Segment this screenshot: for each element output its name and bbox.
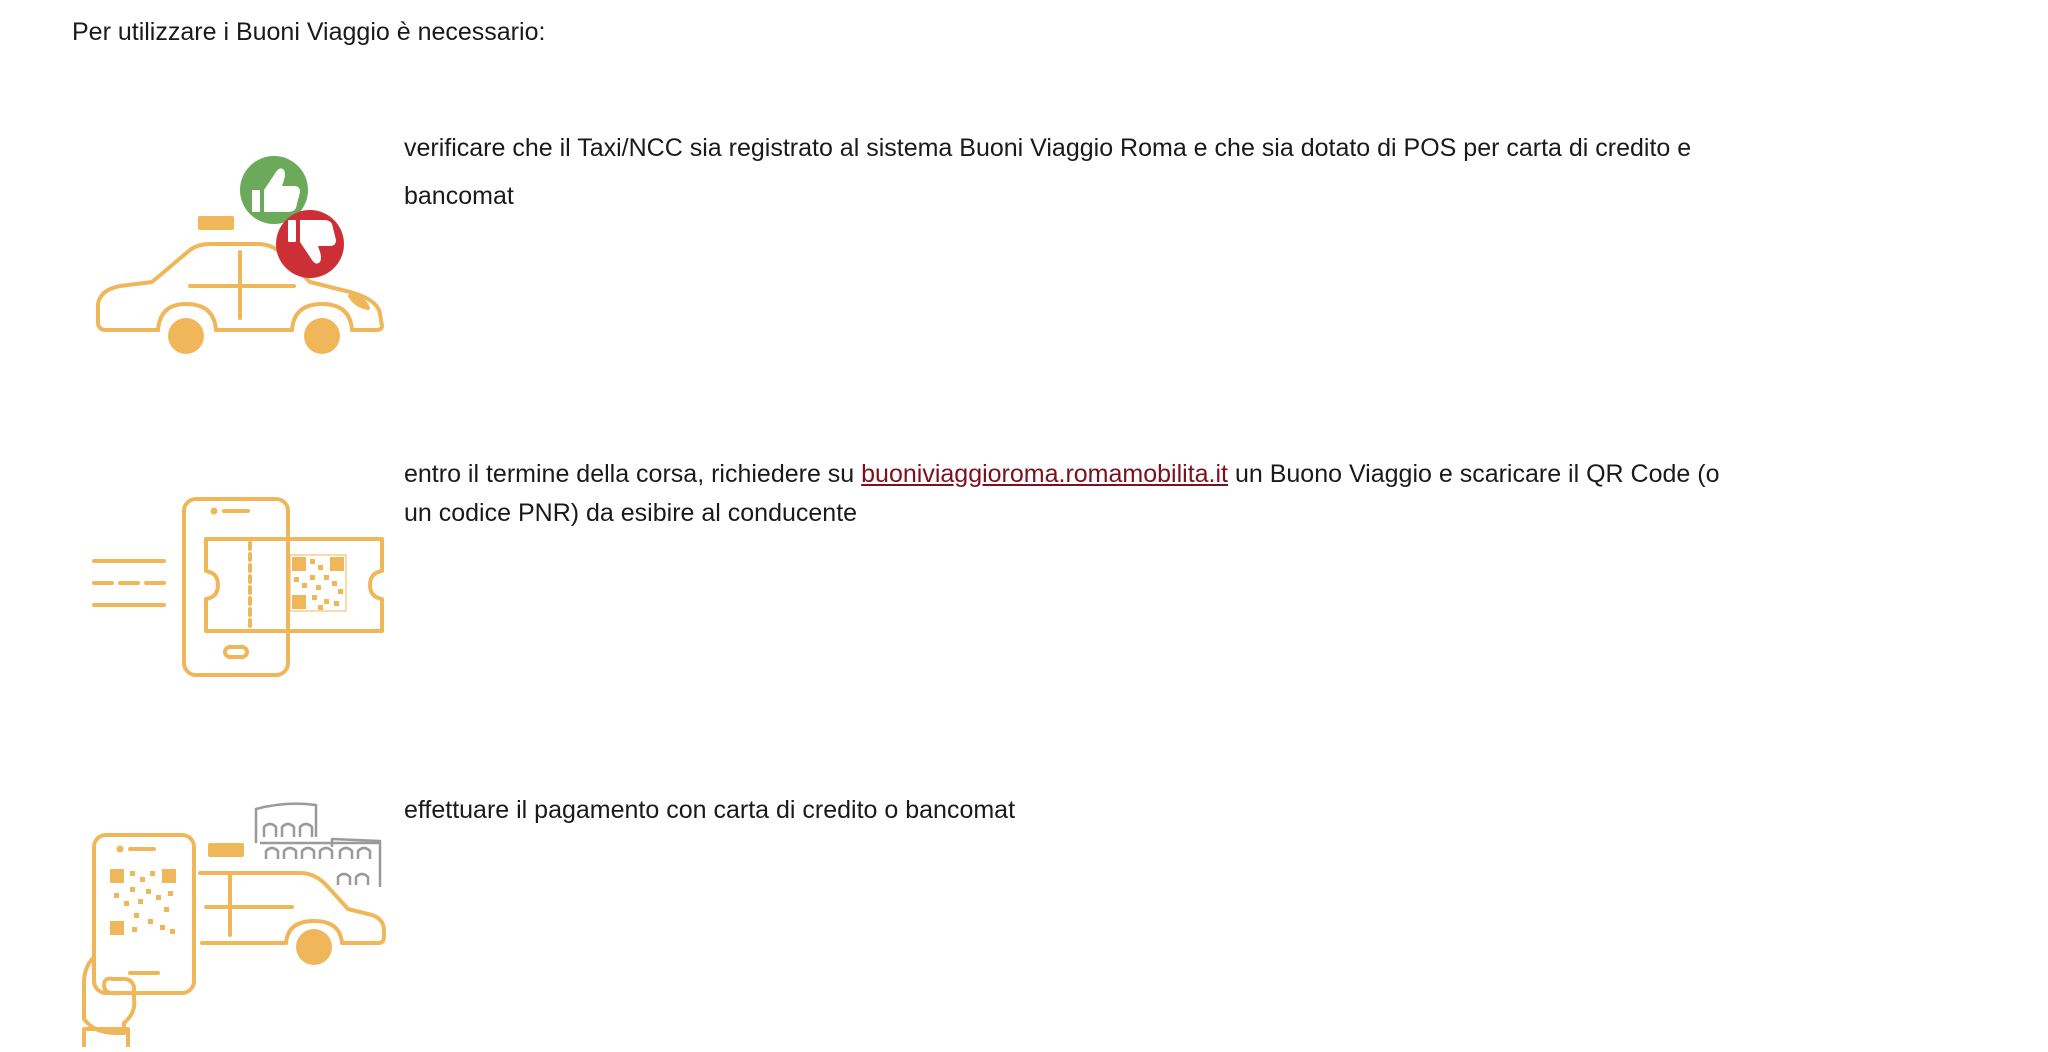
step-request-text-after: un Buono Viaggio e scaricare il QR Code (o un codice PNR) da esibire al conducente	[404, 460, 1720, 527]
phone-qr-ticket-icon	[80, 495, 400, 690]
taxi-thumbs-icon	[80, 154, 400, 389]
step-verify-text: verificare che il Taxi/NCC sia registrato al sistema Buoni Viaggio Roma e che sia dotato di POS per carta di credito e bancomat	[404, 134, 1692, 210]
intro-text: Per utilizzare i Buoni Viaggio è necessario:	[72, 18, 546, 46]
buoniviaggio-link[interactable]: buoniviaggioroma.romamobilita.it	[861, 460, 1229, 488]
step-request-text	[404, 455, 1744, 533]
step-payment-text: effettuare il pagamento con carta di credito o bancomat	[404, 796, 1016, 824]
step-request-text-before: entro il termine della corsa, richiedere su	[404, 460, 862, 488]
phone-taxi-colosseum-icon	[80, 797, 400, 1052]
